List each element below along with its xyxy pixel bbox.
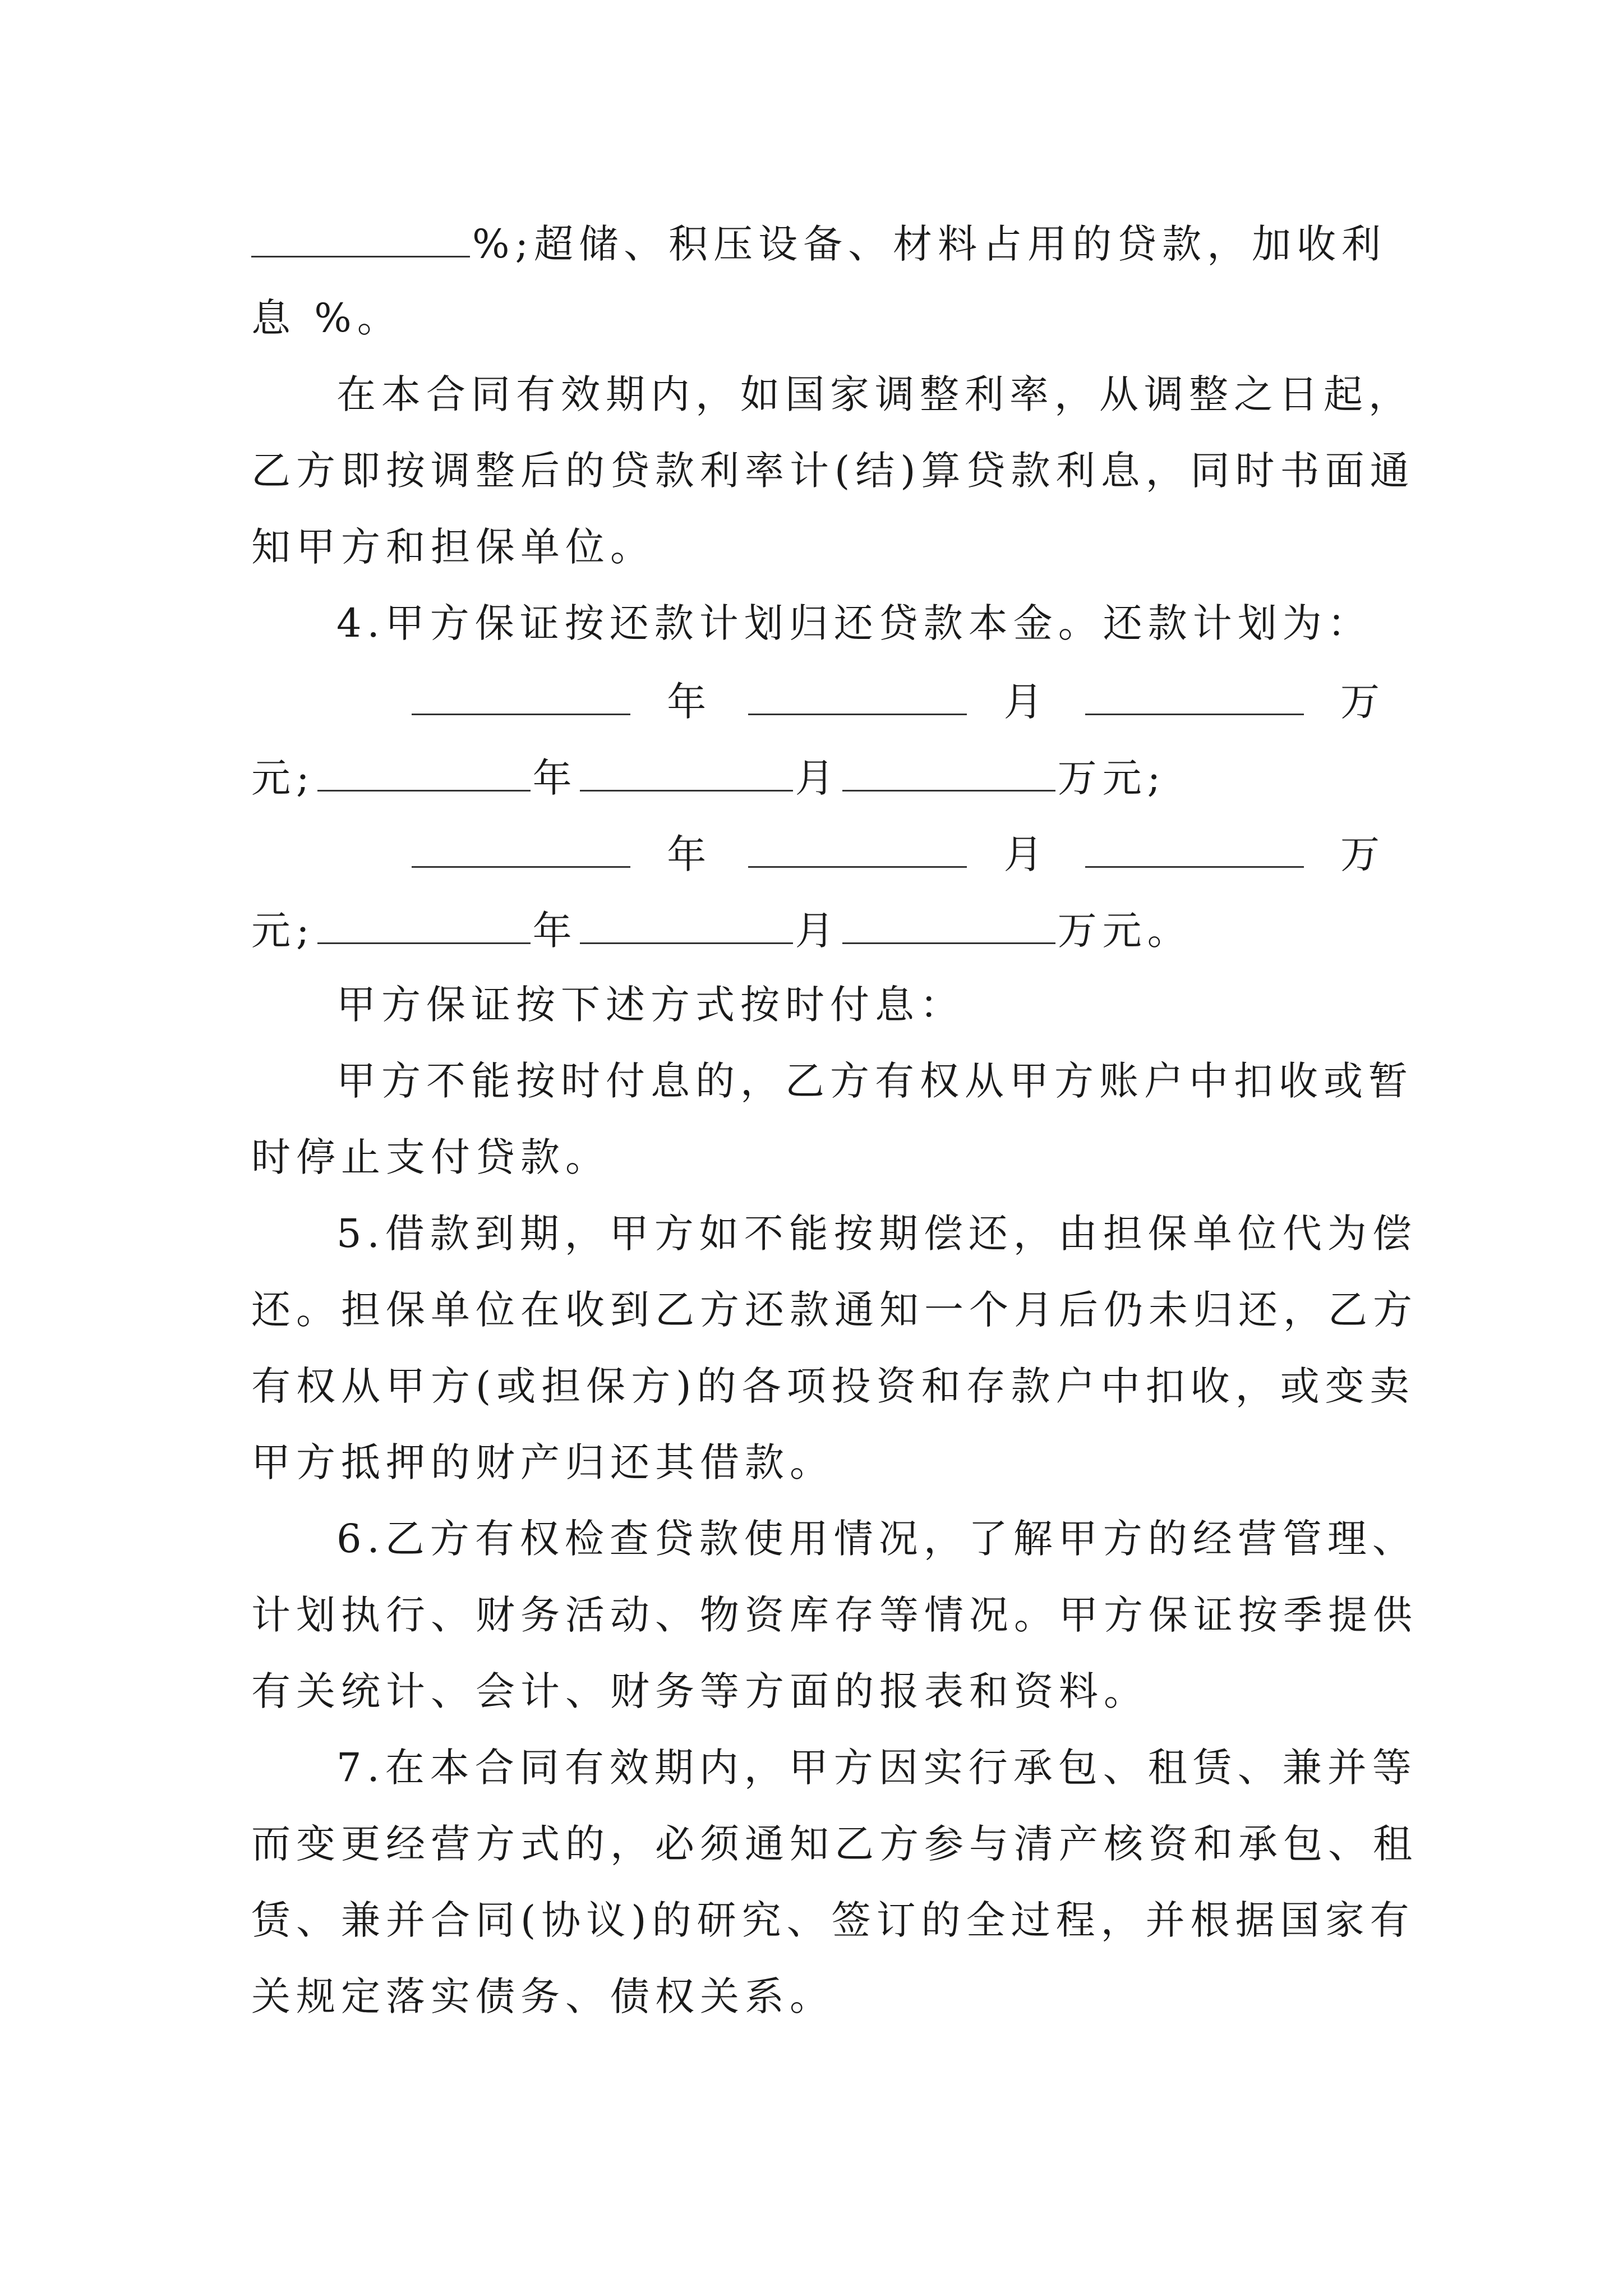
blank-field[interactable] (748, 832, 967, 868)
paragraph-line: 有权从甲方(或担保方)的各项投资和存款户中扣收，或变卖 (251, 1363, 1415, 1409)
wanyuan-label: 万元。 (1057, 908, 1192, 954)
wan-label: 万 (1340, 679, 1385, 725)
repayment-schedule-row (409, 679, 1385, 725)
paragraph-line: 乙方即按调整后的贷款利率计(结)算贷款利息，同时书面通 (251, 448, 1415, 494)
year-label: 年 (532, 908, 578, 954)
clause-6-heading: 6.乙方有权检查贷款使用情况，了解甲方的经营管理、 (336, 1516, 1417, 1562)
paragraph-line: 知甲方和担保单位。 (251, 524, 655, 570)
paragraph-line: 息 %。 (251, 295, 402, 341)
line-interest-surcharge (251, 221, 1387, 267)
paragraph-line: 甲方抵押的财产归还其借款。 (251, 1439, 834, 1485)
paragraph-line: 而变更经营方式的，必须通知乙方参与清产核资和承包、租 (251, 1821, 1418, 1867)
blank-field[interactable] (412, 832, 630, 868)
repayment-schedule-row (251, 908, 1384, 954)
month-label: 月 (795, 908, 840, 954)
paragraph-line: 赁、兼并合同(协议)的研究、签订的全过程，并根据国家有 (251, 1897, 1415, 1943)
wan-label: 万 (1340, 831, 1385, 877)
month-label: 月 (795, 755, 840, 801)
paragraph-line: 时停止支付贷款。 (251, 1134, 610, 1180)
yuan-label: 元; (251, 755, 315, 801)
blank-field[interactable] (580, 756, 793, 792)
blank-field[interactable] (748, 680, 967, 715)
blank-field[interactable] (1085, 680, 1304, 715)
clause-4-heading: 4.甲方保证按还款计划归还贷款本金。还款计划为： (336, 600, 1372, 646)
text-fragment: %;超储、积压设备、材料占用的贷款，加收利 (472, 221, 1387, 267)
year-label: 年 (667, 831, 712, 877)
month-label: 月 (1003, 679, 1049, 725)
paragraph-line: 有关统计、会计、财务等方面的报表和资料。 (251, 1668, 1149, 1714)
blank-field[interactable] (317, 756, 531, 792)
clause-5-heading: 5.借款到期，甲方如不能按期偿还，由担保单位代为偿 (336, 1211, 1417, 1257)
paragraph-line: 在本合同有效期内，如国家调整利率，从调整之日起， (336, 371, 1413, 417)
paragraph-line: 还。担保单位在收到乙方还款通知一个月后仍未归还，乙方 (251, 1287, 1418, 1333)
year-label: 年 (532, 755, 578, 801)
blank-field[interactable] (842, 909, 1055, 944)
paragraph-line: 甲方保证按下述方式按时付息： (336, 982, 965, 1028)
year-label: 年 (667, 679, 712, 725)
blank-field[interactable] (1085, 832, 1304, 868)
blank-field[interactable] (842, 756, 1055, 792)
repayment-schedule-row (409, 831, 1385, 877)
blank-field[interactable] (251, 222, 470, 257)
yuan-label: 元; (251, 908, 315, 954)
wanyuan-label: 万元; (1057, 755, 1166, 801)
blank-field[interactable] (412, 680, 630, 715)
month-label: 月 (1003, 831, 1049, 877)
paragraph-line: 甲方不能按时付息的，乙方有权从甲方账户中扣收或暂 (336, 1058, 1413, 1104)
paragraph-line: 关规定落实债务、债权关系。 (251, 1973, 834, 2019)
repayment-schedule-row (251, 755, 1384, 801)
paragraph-line: 计划执行、财务活动、物资库存等情况。甲方保证按季提供 (251, 1592, 1418, 1638)
clause-7-heading: 7.在本合同有效期内，甲方因实行承包、租赁、兼并等 (336, 1745, 1417, 1791)
blank-field[interactable] (317, 909, 531, 944)
blank-field[interactable] (580, 909, 793, 944)
